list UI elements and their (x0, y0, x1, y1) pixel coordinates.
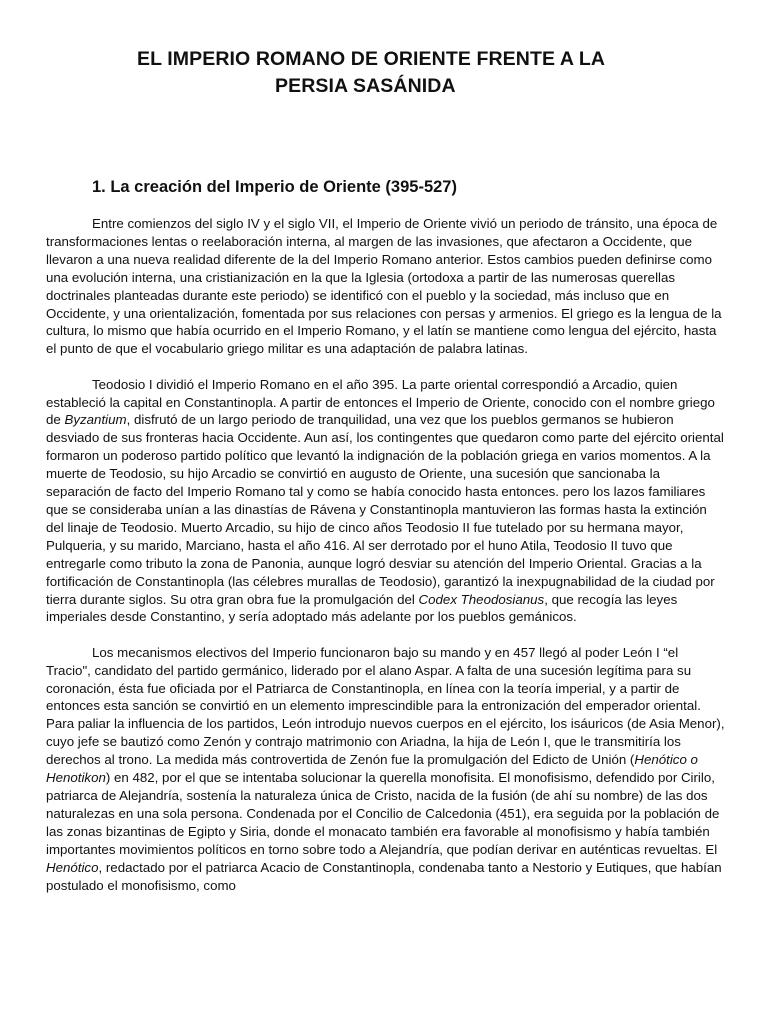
paragraph-2-text-b: , disfrutó de un largo periodo de tranquilidad, una vez que los pueblos germanos se hubieron desviado de sus fronteras hacia Occidente. Aun así, los contingentes que quedaron como parte del ejército oriental formaron un poderoso partido político que levantó la indignación de la población griega en varios momentos. A la muerte de Teodosio, su hijo Arcadio se convirtió en augusto de Oriente, una sucesión que sancionaba la separación de facto del Imperio Romano tal y como se había conocido hasta entonces. pero los lazos familiares que se consideraba unían a las dinastías de Rávena y Constantinopla mantuvieron las formas hasta la extinción del linaje de Teodosio. Muerto Arcadio, su hijo de cinco años Teodosio II fue tutelado por su hermana mayor, Pulqueria, y su marido, Marciano, hasta el año 416. Al ser derrotado por el huno Atila, Teodosio II tuvo que entregarle como tributo la zona de Panonia, aunque logró desviar su atención del Imperio Oriental. Gracias a la fortificación de Constantinopla (las célebres murallas de Teodosio), garantizó la inexpugnabilidad de la ciudad por tierra durante siglos. Su otra gran obra fue la promulgación del (46, 412, 724, 607)
paragraph-1: Entre comienzos del siglo IV y el siglo VII, el Imperio de Oriente vivió un periodo de tránsito, una época de transformaciones lentas o reelaboración interna, al margen de las invasiones, que afectaron a Occidente, que llevaron a una nueva realidad diferente de la del Imperio Romano anterior. Estos cambios pueden definirse como una evolución interna, una cristianización en la que la Iglesia (ortodoxa a partir de las numerosas querellas doctrinales planteadas durante este periodo) se identificó con el pueblo y la sociedad, más incluso que en Occidente, y una orientalización, fomentada por sus relaciones con persas y armenios. El griego es la lengua de la cultura, lo mismo que había ocurrido en el Imperio Romano, y el latín se mantiene como lengua del ejército, hasta el punto de que el vocabulario griego militar es una adaptación de palabra latinas. (46, 216, 722, 357)
paragraph-3 (46, 644, 726, 895)
document-title-line-1: EL IMPERIO ROMANO DE ORIENTE FRENTE A LA (137, 48, 606, 70)
document-title (0, 46, 768, 100)
paragraph-3-italic-henotikon: Henótico o Henotikon (46, 752, 698, 786)
document-title-line-2: PERSIA SASÁNIDA (275, 75, 456, 97)
section-heading: 1. La creación del Imperio de Oriente (395-527) (92, 178, 457, 196)
paragraph-3-text-c: , redactado por el patriarca Acacio de Constantinopla, condenaba tanto a Nestorio y Eutiques, que habían postulado el monofisismo, como (46, 859, 722, 893)
paragraph-2 (46, 376, 726, 627)
paragraph-2-text-c: , que recogía las leyes imperiales desde Constantino, y sería adoptado más adelante por los pueblos gemánicos. (46, 591, 678, 625)
document-body (46, 215, 726, 912)
paragraph-2-text-a: Teodosio I dividió el Imperio Romano en el año 395. La parte oriental correspondió a Arcadio, quien estableció la capital en Constantinopla. A partir de entonces el Imperio de Oriente, conocido con el nombre griego de (46, 376, 715, 428)
paragraph-2-italic-byzantium: Byzantium (64, 412, 127, 428)
paragraph-3-italic-henotico: Henótico (46, 859, 99, 875)
paragraph-2-italic-codex: Codex Theodosianus (418, 591, 545, 607)
paragraph-3-text-b: ) en 482, por el que se intentaba solucionar la querella monofisita. El monofisismo, defendido por Cirilo, patriarca de Alejandría, sostenía la naturaleza única de Cristo, nacida de la fusión (de ahí su nombre) de las dos naturalezas en una sola persona. Condenada por el Concilio de Calcedonia (451), era seguida por la población de las zonas bizantinas de Egipto y Siria, donde el monacato también era favorable al monofisismo y había también importantes movimientos políticos en torno sobre todo a Alejandría, que podían derivar en auténticas revueltas. El (46, 770, 720, 857)
paragraph-3-text-a: Los mecanismos electivos del Imperio funcionaron bajo su mando y en 457 llegó al poder León I “el Tracio", candidato del partido germánico, liderado por el alano Aspar. A falta de una sucesión legítima para su coronación, ésta fue oficiada por el Patriarca de Constantinopla, en línea con la teoría imperial, y a partir de entonces esta sanción se convirtió en un elemento imprescindible para la entronización del emperador oriental. Para paliar la influencia de los partidos, León introdujo nuevos cuerpos en el ejército, los isáuricos (de Asia Menor), cuyo jefe se bautizó como Zenón y contrajo matrimonio con Ariadna, la hija de León I, que le transmitiría los derechos al trono. La medida más controvertida de Zenón fue la promulgación del Edicto de Unión ( (46, 644, 725, 768)
